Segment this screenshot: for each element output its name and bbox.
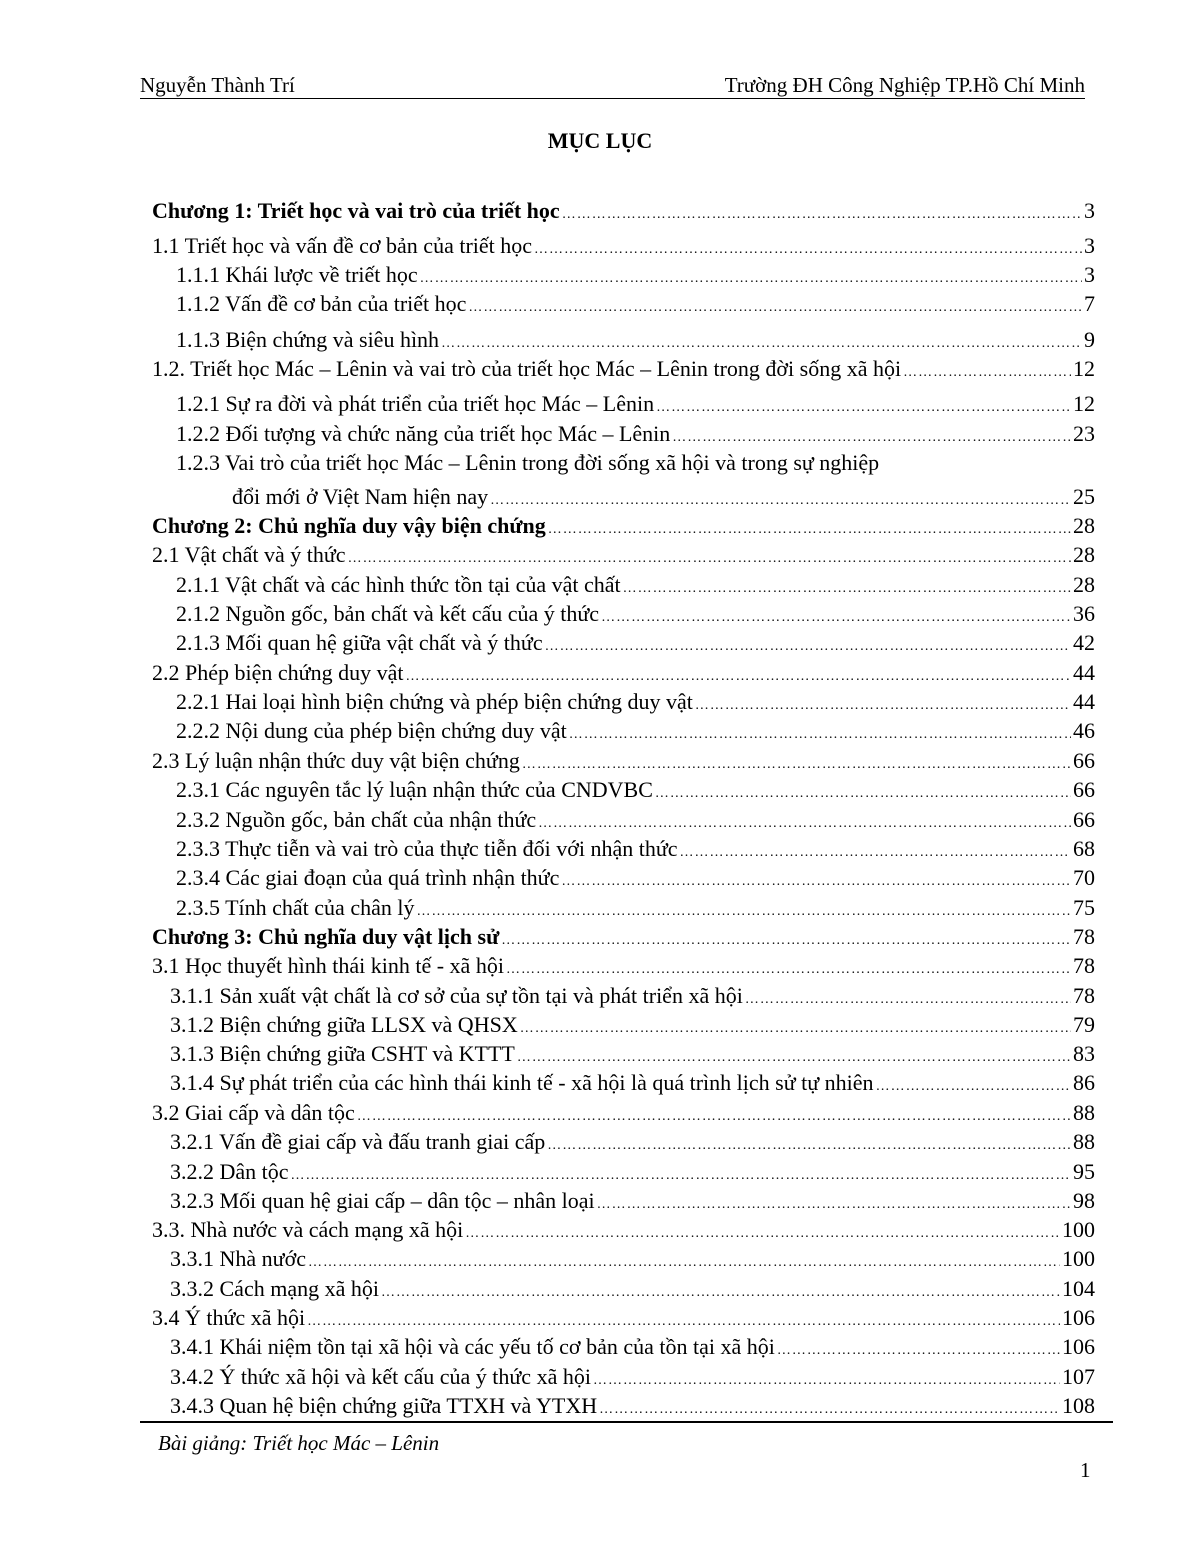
toc-entry-page: 28 [1073,513,1095,538]
dot-leader [655,780,1071,808]
toc-entry-text: 1.2. Triết học Mác – Lênin và vai trò của triết học Mác – Lênin trong đời sống xã hội [152,356,902,381]
toc-entry-page: 44 [1073,660,1095,685]
toc-entry-text: 1.1 Triết học và vấn đề cơ bản của triết học [152,233,533,258]
dot-leader [468,294,1082,322]
toc-entry-page: 42 [1073,630,1095,655]
toc-entry-text: 3.4.3 Quan hệ biện chứng giữa TTXH và YTXH [170,1393,598,1418]
toc-entry-text: 3.1 Học thuyết hình thái kinh tế - xã hội [152,953,504,978]
toc-entry[interactable] [232,483,1095,511]
toc-entry[interactable] [170,1128,1095,1156]
toc-entry-text: 3.1.2 Biện chứng giữa LLSX và QHSX [170,1012,518,1037]
footer-course-title: Bài giảng: Triết học Mác – Lênin [158,1431,440,1455]
toc-entry-text: 3.4.2 Ý thức xã hội và kết cấu của ý thức xã hội [170,1364,591,1389]
dot-leader [680,839,1071,867]
toc-entry[interactable] [152,355,1095,383]
toc-entry[interactable] [152,952,1095,980]
toc-entry-page: 23 [1073,421,1095,446]
dot-leader [381,1279,1060,1307]
toc-entry-text: 1.1.2 Vấn đề cơ bản của triết học [176,291,467,316]
toc-entry[interactable] [176,835,1095,863]
dot-leader [308,1249,1060,1277]
toc-entry-page: 86 [1073,1070,1095,1095]
toc-entry-page: 106 [1062,1305,1095,1330]
dot-leader [307,1308,1060,1336]
toc-entry-page: 36 [1073,601,1095,626]
toc-entry[interactable] [170,1392,1095,1420]
toc-entry[interactable] [152,1099,1095,1127]
toc-entry-text: 3.2.3 Mối quan hệ giai cấp – dân tộc – nhân loại [170,1188,595,1213]
toc-entry-text: 3.1.3 Biện chứng giữa CSHT và KTTT [170,1041,515,1066]
dot-leader [777,1337,1060,1365]
toc-entry-text: 2.3.3 Thực tiễn và vai trò của thực tiễn đối với nhận thức [176,836,678,861]
toc-entry-text: 2.2.1 Hai loại hình biện chứng và phép biện chứng duy vật [176,689,693,714]
footer-divider [140,1421,1113,1423]
toc-entry[interactable] [176,629,1095,657]
toc-entry-page: 3 [1084,198,1095,223]
toc-entry-page: 95 [1073,1159,1095,1184]
toc-entry-text-line1: 1.2.3 Vai trò của triết học Mác – Lênin trong đời sống xã hội và trong sự nghiệp [176,450,880,475]
toc-entry[interactable] [176,717,1095,745]
dot-leader [441,330,1082,358]
dot-leader [490,487,1071,515]
toc-entry-text: 2.1.1 Vật chất và các hình thức tồn tại của vật chất [176,572,621,597]
dot-leader [876,1073,1071,1101]
toc-entry-text: 3.2.2 Dân tộc [170,1159,289,1184]
toc-entry-text: 3.3.1 Nhà nước [170,1246,306,1271]
toc-entry-text: 2.1.3 Mối quan hệ giữa vật chất và ý thức [176,630,543,655]
page-number: 1 [1080,1458,1091,1482]
dot-leader [405,663,1071,691]
toc-entry[interactable] [176,894,1095,922]
dot-leader [520,1015,1071,1043]
toc-entry-page: 7 [1084,291,1095,316]
dot-leader [522,751,1071,779]
toc-entry-page: 88 [1073,1100,1095,1125]
toc-entry-page: 100 [1062,1246,1095,1271]
toc-entry-page: 70 [1073,865,1095,890]
dot-leader [420,265,1082,293]
dot-leader [562,201,1082,229]
dot-leader [656,394,1071,422]
toc-entry[interactable] [176,688,1095,716]
toc-entry-text: Chương 2: Chủ nghĩa duy vậy biện chứng [152,513,546,538]
toc-entry-text: Chương 3: Chủ nghĩa duy vật lịch sử [152,924,500,949]
dot-leader [623,575,1071,603]
toc-entry[interactable] [152,659,1095,687]
toc-entry[interactable] [170,1040,1095,1068]
toc-entry[interactable] [176,806,1095,834]
toc-entry-text: 2.1 Vật chất và ý thức [152,542,346,567]
toc-entry[interactable] [176,571,1095,599]
toc-entry-page: 12 [1073,391,1095,416]
toc-entry[interactable] [170,1275,1095,1303]
toc-entry-text: 2.3 Lý luận nhận thức duy vật biện chứng [152,748,520,773]
toc-entry-text: 3.1.4 Sự phát triển của các hình thái kinh tế - xã hội là quá trình lịch sử tự nhiên [170,1070,874,1095]
toc-entry[interactable] [176,776,1095,804]
toc-entry-page: 28 [1073,542,1095,567]
dot-leader [745,986,1071,1014]
toc-entry-text: 3.3.2 Cách mạng xã hội [170,1276,379,1301]
toc-entry-page: 79 [1073,1012,1095,1037]
toc-entry-text: 2.2 Phép biện chứng duy vật [152,660,404,685]
toc-entry[interactable] [170,1363,1095,1391]
toc-entry-page: 104 [1062,1276,1095,1301]
toc-entry[interactable] [170,1187,1095,1215]
toc-entry-page: 66 [1073,807,1095,832]
dot-leader [416,898,1071,926]
toc-entry-text: 2.3.5 Tính chất của chân lý [176,895,415,920]
toc-entry[interactable] [170,1245,1095,1273]
toc-entry-page: 106 [1062,1334,1095,1359]
dot-leader [561,868,1071,896]
toc-entry-text: 2.3.2 Nguồn gốc, bản chất của nhận thức [176,807,537,832]
toc-entry[interactable] [152,232,1095,260]
toc-entry-page: 88 [1073,1129,1095,1154]
dot-leader [291,1162,1071,1190]
dot-leader [903,359,1071,387]
toc-entry-text: 3.1.1 Sản xuất vật chất là cơ sở của sự tồn tại và phát triển xã hội [170,983,743,1008]
toc-entry-page: 9 [1084,327,1095,352]
dot-leader [672,424,1071,452]
toc-entry-text: 2.3.4 Các giai đoạn của quá trình nhận thức [176,865,560,890]
dot-leader [465,1220,1060,1248]
header-author: Nguyễn Thành Trí [140,73,295,97]
toc-entry-text: Chương 1: Triết học và vai trò của triết học [152,198,560,223]
toc-entry-text-line2: đổi mới ở Việt Nam hiện nay [232,484,489,509]
toc-entry-page: 78 [1073,953,1095,978]
toc-entry-page: 78 [1073,983,1095,1008]
toc-entry-page: 68 [1073,836,1095,861]
toc-entry[interactable] [176,326,1095,354]
dot-leader [548,516,1071,544]
toc-entry-page: 107 [1062,1364,1095,1389]
toc-entry[interactable] [152,1304,1095,1332]
toc-entry-page: 44 [1073,689,1095,714]
dot-leader [506,956,1071,984]
toc-entry[interactable] [176,864,1095,892]
toc-entry[interactable] [152,747,1095,775]
dot-leader [534,236,1082,264]
toc-entry[interactable] [176,600,1095,628]
toc-entry-page: 66 [1073,748,1095,773]
toc-entry[interactable] [176,420,1095,448]
dot-leader [599,1396,1060,1424]
toc-entry[interactable] [170,1333,1095,1361]
dot-leader [348,545,1071,573]
toc-entry-text: 3.4 Ý thức xã hội [152,1305,306,1330]
toc-entry-page: 28 [1073,572,1095,597]
dot-leader [517,1044,1071,1072]
dot-leader [601,604,1071,632]
toc-entry[interactable] [170,1158,1095,1186]
toc-entry-page: 3 [1084,262,1095,287]
toc-entry[interactable] [176,390,1095,418]
toc-entry-page: 78 [1073,924,1095,949]
dot-leader [357,1103,1071,1131]
dot-leader [547,1132,1071,1160]
header-institution: Trường ĐH Công Nghiệp TP.Hồ Chí Minh [724,73,1085,97]
toc-chapter-entry[interactable] [152,923,1095,951]
toc-entry-page: 12 [1073,356,1095,381]
toc-entry-text: 1.1.3 Biện chứng và siêu hình [176,327,440,352]
dot-leader [545,633,1071,661]
toc-chapter-entry[interactable] [152,197,1095,225]
dot-leader [501,927,1071,955]
dot-leader [569,721,1071,749]
toc-entry-text: 1.2.2 Đối tượng và chức năng của triết học Mác – Lênin [176,421,671,446]
toc-entry-text: 3.2.1 Vấn đề giai cấp và đấu tranh giai cấp [170,1129,546,1154]
toc-entry[interactable] [152,1216,1095,1244]
dot-leader [695,692,1071,720]
dot-leader [593,1367,1060,1395]
toc-entry-page: 100 [1062,1217,1095,1242]
toc-entry[interactable] [170,982,1095,1010]
toc-entry[interactable] [170,1011,1095,1039]
toc-entry[interactable] [176,290,1095,318]
toc-entry-text: 1.1.1 Khái lược về triết học [176,262,418,287]
toc-entry-text: 2.1.2 Nguồn gốc, bản chất và kết cấu của ý thức [176,601,600,626]
toc-entry-text: 3.3. Nhà nước và cách mạng xã hội [152,1217,464,1242]
dot-leader [538,810,1071,838]
toc-title: MỤC LỤC [547,128,653,153]
toc-entry-text: 1.2.1 Sự ra đời và phát triển của triết học Mác – Lênin [176,391,655,416]
toc-entry[interactable] [176,261,1095,289]
toc-chapter-entry[interactable] [152,512,1095,540]
toc-entry-page: 83 [1073,1041,1095,1066]
dot-leader [597,1191,1071,1219]
toc-entry-page: 25 [1073,484,1095,509]
page-header [140,72,1085,99]
toc-entry-text: 2.3.1 Các nguyên tắc lý luận nhận thức của CNDVBC [176,777,653,802]
toc-entry-page: 3 [1084,233,1095,258]
toc-entry-text: 3.4.1 Khái niệm tồn tại xã hội và các yếu tố cơ bản của tồn tại xã hội [170,1334,775,1359]
toc-entry-page: 46 [1073,718,1095,743]
toc-entry-page: 108 [1062,1393,1095,1418]
toc-entry-text: 2.2.2 Nội dung của phép biện chứng duy vật [176,718,567,743]
toc-entry-page: 98 [1073,1188,1095,1213]
toc-entry[interactable] [152,541,1095,569]
toc-entry-page: 66 [1073,777,1095,802]
toc-entry-page: 75 [1073,895,1095,920]
toc-entry-text: 3.2 Giai cấp và dân tộc [152,1100,355,1125]
toc-entry[interactable] [170,1069,1095,1097]
